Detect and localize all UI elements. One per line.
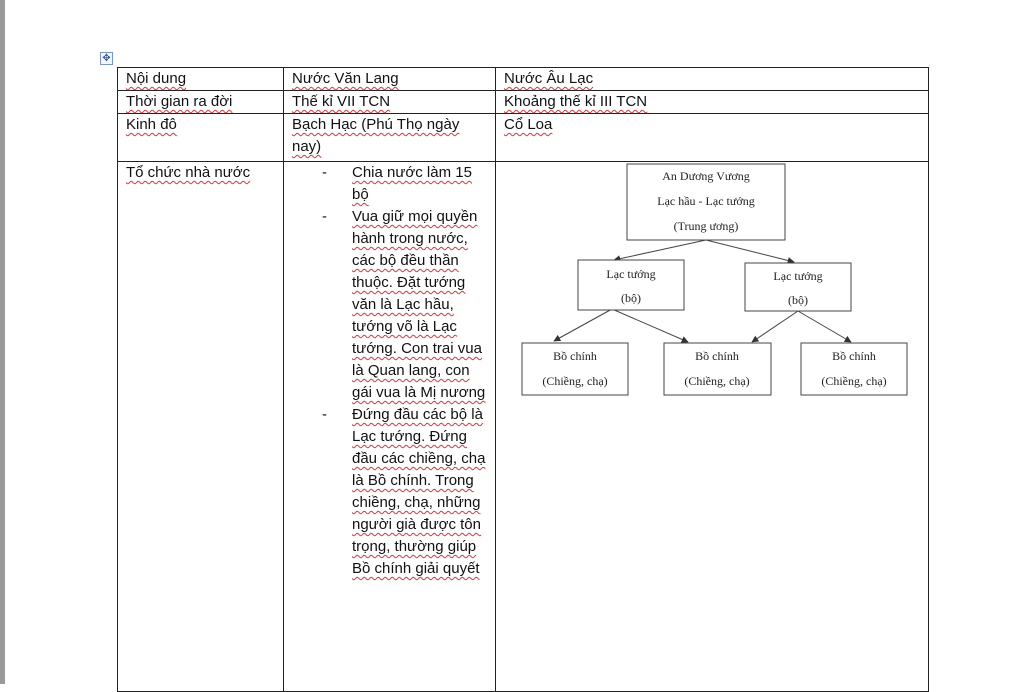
node-b-line2: (Chiềng, chạ) bbox=[684, 374, 750, 388]
node-top-line3: (Trung ương) bbox=[673, 219, 739, 233]
row-label-time[interactable]: Thời gian ra đời bbox=[118, 91, 284, 114]
node-a-line1: Bồ chính bbox=[553, 349, 597, 363]
cell-organization-au-lac[interactable] bbox=[496, 162, 929, 692]
list-item: - Chia nước làm 15 bộ bbox=[322, 164, 472, 203]
organization-bullet-list bbox=[292, 162, 487, 580]
node-right-line2: (bộ) bbox=[788, 293, 808, 307]
node-lac-tuong-right bbox=[745, 263, 851, 311]
table-row-organization bbox=[118, 162, 929, 692]
header-cell-content[interactable]: Nội dung bbox=[118, 68, 284, 91]
table-header-row bbox=[118, 68, 929, 91]
row-label-organization[interactable]: Tổ chức nhà nước bbox=[118, 162, 284, 692]
header-cell-au-lac[interactable]: Nước Âu Lạc bbox=[496, 68, 929, 91]
row-label-capital[interactable]: Kinh đô bbox=[118, 114, 284, 162]
node-top-line2: Lạc hầu - Lạc tướng bbox=[657, 194, 755, 208]
node-bo-chinh-b bbox=[664, 343, 771, 395]
node-b-line1: Bồ chính bbox=[695, 349, 739, 363]
node-left-line1: Lạc tướng bbox=[606, 267, 656, 281]
cell-time-van-lang[interactable]: Thế kỉ VII TCN bbox=[284, 91, 496, 114]
table-move-handle-icon[interactable]: ✥ bbox=[100, 52, 113, 65]
cell-time-au-lac[interactable]: Khoảng thế kỉ III TCN bbox=[496, 91, 929, 114]
node-c-line1: Bồ chính bbox=[832, 349, 876, 363]
node-lac-tuong-left bbox=[578, 260, 684, 310]
comparison-table bbox=[117, 67, 929, 692]
node-bo-chinh-a bbox=[522, 343, 628, 395]
bullet-dash: - bbox=[322, 164, 327, 181]
list-item: - Vua giữ mọi quyền hành trong nước, các bộ đều thần thuộc. Đặt tướng văn là Lạc hầu, tướng võ là Lạc tướng. Con trai vua là Quan lang, con gái vua là Mị nương bbox=[322, 208, 486, 401]
list-item: - Đứng đầu các bộ là Lạc tướng. Đứng đầu các chiềng, chạ là Bồ chính. Trong chiềng, chạ, những người già được tôn trọng, thường giúp Bồ chính giải quyết bbox=[322, 406, 486, 577]
node-top-line1: An Dương Vương bbox=[662, 169, 750, 183]
node-a-line2: (Chiềng, chạ) bbox=[542, 374, 608, 388]
table-row-capital bbox=[118, 114, 929, 162]
cell-capital-au-lac[interactable]: Cổ Loa bbox=[496, 114, 929, 162]
window-left-edge bbox=[0, 0, 5, 684]
node-right-line1: Lạc tướng bbox=[773, 269, 823, 283]
node-left-line2: (bộ) bbox=[621, 291, 641, 305]
organization-chart-diagram bbox=[496, 162, 928, 412]
bullet-dash: - bbox=[322, 208, 327, 225]
cell-organization-van-lang[interactable] bbox=[284, 162, 496, 692]
cell-capital-van-lang[interactable]: Bạch Hạc (Phú Thọ ngày nay) bbox=[284, 114, 496, 162]
bullet-dash: - bbox=[322, 406, 327, 423]
node-c-line2: (Chiềng, chạ) bbox=[821, 374, 887, 388]
node-top-an-duong-vuong bbox=[627, 164, 785, 240]
node-bo-chinh-c bbox=[801, 343, 907, 395]
table-row-time bbox=[118, 91, 929, 114]
header-cell-van-lang[interactable]: Nước Văn Lang bbox=[284, 68, 496, 91]
